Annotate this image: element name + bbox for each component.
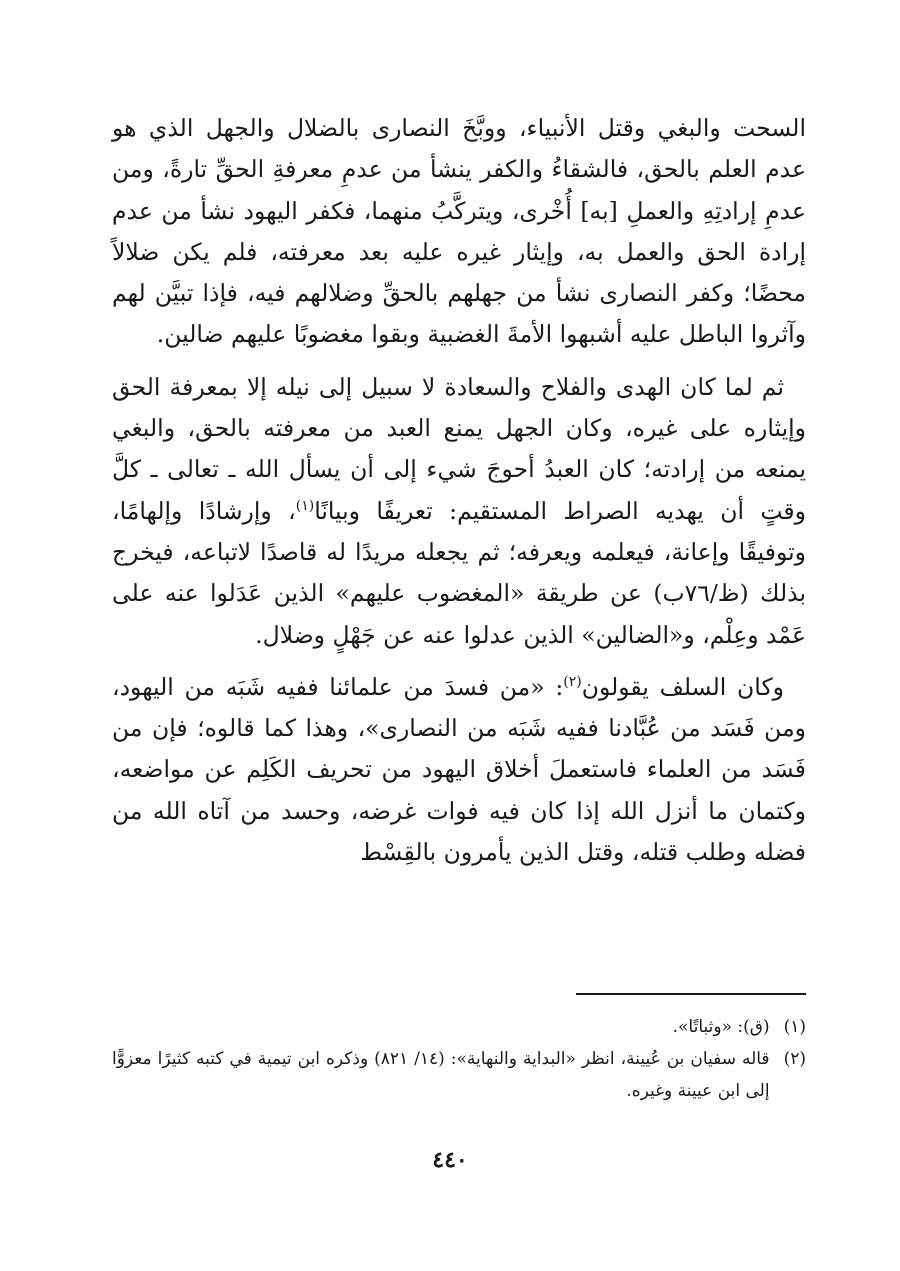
footnotes <box>112 1011 806 1107</box>
paragraph-3-end: : «من فسدَ من علمائنا ففيه شَبَه من اليهود، ومن فَسَد من عُبَّادنا ففيه شَبَه من النصارى»، وهذا كما قالوه؛ فإن من فَسَد من العلماء فاستعملَ أخلاق اليهود من تحريف الكَلِم عن مواضعه، وكتمان ما أنزل الله إذا كان فيه فوات غرضه، وحسد من آتاه الله من فضله وطلب قتله، وقتل الذين يأمرون بالقِسْط <box>112 672 806 867</box>
main-text <box>112 108 806 873</box>
footnote-1 <box>112 1011 806 1043</box>
footnote-ref-1: (١) <box>295 497 315 514</box>
footnote-ref-2: (٢) <box>563 674 582 691</box>
paragraph-3 <box>112 667 806 873</box>
paragraph-2 <box>112 367 806 656</box>
paragraph-2-end: ، وإرشادًا وإلهامًا، وتوفيقًا وإعانة، فيعلمه ويعرفه؛ ثم يجعله مريدًا له قاصدًا لاتباعه، فيخرج بذلك (ظ/٧٦ب) عن طريقة «المغضوب عليهم» الذين عَدَلوا عنه على عَمْد وعِلْم، و«الضالين» الذين عدلوا عنه عن جَهْلٍ وضلال. <box>112 496 806 649</box>
footnote-2 <box>112 1043 806 1107</box>
footnote-number: (١) <box>783 1017 806 1037</box>
paragraph-2-start: ثم لما كان الهدى والفلاح والسعادة لا سبيل إلى نيله إلا بمعرفة الحق وإيثاره على غيره، وكان الجهل يمنع العبد من معرفته بالحق، والبغي يمنعه من إرادته؛ كان العبدُ أحوجَ شيء إلى أن يسأل الله ـ تعالى ـ كلَّ وقتٍ أن يهديه الصراط المستقيم: تعريفًا وبيانًا <box>112 372 806 525</box>
paragraph-1: السحت والبغي وقتل الأنبياء، ووبَّخَ النصارى بالضلال والجهل الذي هو عدم العلم بالحق، فالشقاءُ والكفر ينشأ من عدمِ معرفةِ الحقِّ تارةً، ومن عدمِ إرادتِهِ والعملِ [به] أُخْرى، ويتركَّبُ منهما، فكفر اليهود نشأ من عدم إرادة الحق والعمل به، وإيثار غيره عليه بعد معرفته، فلم يكن ضلالاً محضًا؛ وكفر النصارى نشأ من جهلهم بالحقِّ وضلالهم فيه، فإذا تبيَّن لهم وآثروا الباطل عليه أشبهوا الأمةَ الغضبية وبقوا مغضوبًا عليهم ضالين. <box>112 114 806 349</box>
paragraph-3-start: وكان السلف يقولون <box>581 672 784 701</box>
footnote-divider <box>576 993 806 995</box>
footnote-text: قاله سفيان بن عُيينة، انظر «البداية والنهاية»: (١٤/ ٨٢١) وذكره ابن تيمية في كتبه كثيرًا معزوًّا إلى ابن عيينة وغيره. <box>112 1049 770 1101</box>
footnote-number: (٢) <box>783 1049 806 1069</box>
page-number: ٤٤٠ <box>432 1147 468 1173</box>
footnote-text: (ق): «وثباتًا». <box>672 1017 770 1037</box>
